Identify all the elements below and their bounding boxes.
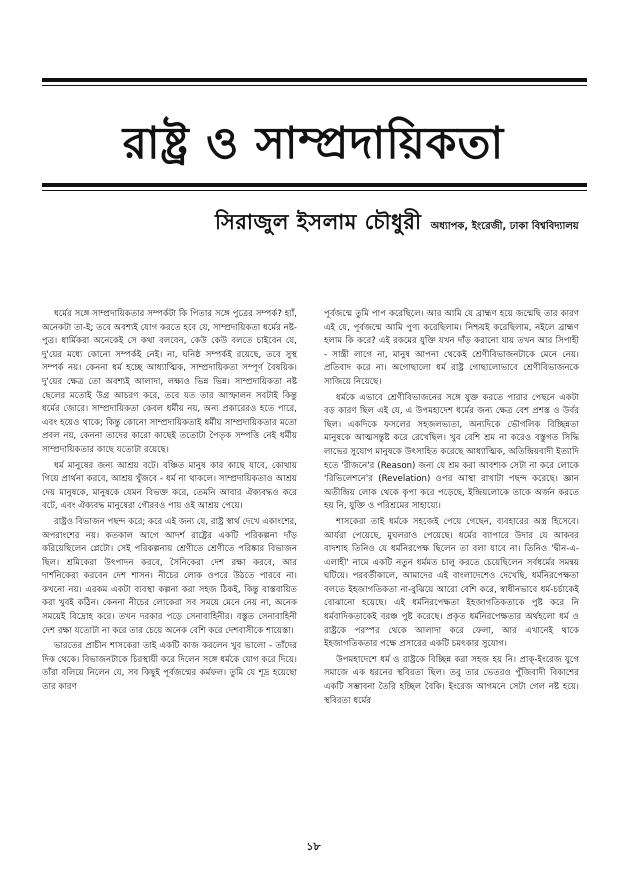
author-name: সিরাজুল ইসলাম চৌধুরী [215,210,422,234]
paragraph: উপমহাদেশে ধর্ম ও রাষ্ট্রকে বিচ্ছিন্ন করা সহজ হয় নি। প্রাক্-ইংরেজ যুগে সমাজে এক ধরনের স্থবিরতা ছিল। তবু তার ভেতরও পুঁজিবাদী বিকাশের একটি সম্ভাবনা তৈরি হচ্ছিল বৈকি। ইংরেজ আগমনে সেটা গেল নষ্ট হয়ে। স্থবিরতা ধর্মের [324,654,579,706]
paragraph: শাসকেরা তাই ধর্মকে সহজেই পেয়ে গেছেন, ব্যবহারের অস্ত্র হিসেবে। আর্যরা পেয়েছে, মুঘলরাও পেয়েছে। ধর্মের ব্যাপারে উদার যে আকবর বাদশাহ তিনিও যে ধর্মনিরপেক্ষ ছিলেন তা বলা যাবে না। তিনিও 'দ্বীন-এ-এলাহী' নামে একটি নতুন ধর্মমত চালু করতে চেয়েছিলেন সর্বধর্মের সমন্বয় ঘটিয়ে। পরবর্তীকালে, আমাদের এই বাংলাদেশেও দেখেছি, ধর্মনিরপেক্ষতা বলতে ইহজাগতিকতা না-বুঝিয়ে আরো বেশি করে, স্বাধীনভাবে ধর্ম-চর্চাকেই বোঝানো হয়েছে। এই ধর্মনিরপেক্ষতা ইহজাগতিকতাকে পুষ্ট করে নি ধর্মবাদিকতাকেই বরঞ্চ পুষ্ট করেছে। প্রকৃত ধর্মনিরপেক্ষতার অর্থহলো ধর্ম ও রাষ্ট্রকে পরস্পর থেকে আলাদা করে ফেলা, আর এখানেই থাকে ইহজাগতিকতার পক্ষে প্রসারের একটি চমৎকার সুযোগ। [324,516,579,650]
article-title: রাষ্ট্র ও সাম্প্রদায়িকতা [122,118,505,169]
top-rule-thick [42,78,587,82]
top-rule-thin [42,85,587,86]
paragraph: পূর্বজন্মে তুমি পাপ করেছিলে। আর আমি যে ব্রাহ্মণ হয়ে জন্মেছি তার কারণ এই যে, পূর্বজন্মে আমি পুণ্য করেছিলাম। নিশ্চয়ই করেছিলাম, নইলে ব্রাহ্মণ হলাম কি করে? এই রকমের যুক্তি যখন দাঁড় করানো যায় তখন আর সিপাহী - সান্ত্রী লাগে না, মানুষ আপনা থেকেই শ্রেণীবিভাজনটাকে মেনে নেয়। প্রতিবাদ করে না। অগোছালো ধর্ম রাষ্ট্র গোছালোভাবে শ্রেণীবিভাজনকে সাজিয়ে নিয়েছে। [324,309,579,387]
right-column [324,308,579,813]
left-column [42,308,297,813]
paragraph: ধর্মের সঙ্গে সাম্প্রদায়িকতার সম্পর্কটা কি পিতার সঙ্গে পুত্রের সম্পর্ক? হ্যাঁ, অনেকটা তা-ই; তবে অবশ্যই যোগ করতে হবে যে, সাম্প্রদায়িকতা ধর্মের নষ্ট-পুত্র। ধার্মিকরা অনেকেই সে কথা বলবেন, কেউ কেউ বলতে চাইবেন যে, দু'য়ের মধ্যে কোনো সম্পর্কই নেই। না, ঘনিষ্ঠ সম্পর্কই রয়েছে, তবে সুস্থ সম্পর্ক নয়। কেননা ধর্ম হচ্ছে আধ্যাত্মিক, সাম্প্রদায়িকতা সম্পূর্ণ বৈষয়িক। দু'য়ের ক্ষেত্র তো অবশ্যই আলাদা, লক্ষ্যও ভিন্ন ভিন্ন। সাম্প্রদায়িকতা নষ্ট ছেলের মতোই উগ্র আচরণ করে, তবে যত তার আস্ফালন সবটাই কিন্তু ধর্মের জোরে। সাম্প্রদায়িকতা কেবল ধর্মীয় নয়, অন্য প্রকারেরও হতে পারে, এবং হয়েও থাকে; কিন্তু কোনো সাম্প্রদায়িকতাই ধর্মীয় সাম্প্রদায়িকতার মতো প্রবল নয়, কেননা তাদের কারো কাছেই ততোটা পৈতৃক সম্পত্তি নেই ধর্মীয় সাম্প্রদায়িকতার কাছে যতোটা রয়েছে। [42,309,297,455]
byline [215,206,615,241]
paragraph: ভারতের প্রাচীন শাসকেরা তাই একটি কাজ করলেন খুব ভালো - তাঁদের দিক থেকে। বিভাজনটাকে চিরস্থায়ী করে দিলেন সঙ্গে ধর্মকে যোগ করে দিয়ে। তাঁরা বলিয়ে নিলেন যে, সব কিছুই পূর্বজন্মের কর্মফল। তুমি যে শূদ্র হয়েছো তার কারণ [42,641,297,693]
mid-rule-thin [42,190,587,191]
paragraph: ধর্মকে এভাবে শ্রেণীবিভাজনের সঙ্গে যুক্ত করতে পারার পেছনে একটা বড় কারণ ছিল এই যে, এ উপমহাদেশ ধর্মের জন্য ক্ষেত্র বেশ প্রশস্ত ও উর্বর ছিল। একদিকে ফসলের সহজলভ্যতা, অন্যদিকে ভৌগলিক বিচ্ছিন্নতা মানুষকে আত্মসন্তুষ্ট করে রেখেছিল। খুব বেশি শ্রম না করেও বস্তুগত সিদ্ধি লাভের সুযোগ মানুষকে উৎসাহিত করেছে আধ্যাত্মিক, অতিন্দ্রিয়বাদী ইত্যাদি হতে 'রীজনে'র (Reason) জন্য যে শ্রম করা আবশ্যক সেটা না করে লোকে 'রিভিলেশনে'র (Revelation) ওপর আস্থা রাখাটা পছন্দ করেছে। জ্ঞান অতীন্দ্রিয় লোক থেকে কৃপা করে পড়েছে, ইন্দ্রিয়লোকে তাকে অর্জন করতে হয় নি, যুক্তি ও পরিশ্রমের সাহায্যে। [324,392,579,512]
mid-rule-thick [42,183,587,187]
page-number: ১৮ [306,840,321,853]
author-affiliation: অধ্যাপক, ইংরেজী, ঢাকা বিশ্ববিদ্যালয় [430,221,579,232]
paragraph: ধর্ম মানুষের জন্য আশ্রয় বটে। বঞ্চিত মানুষ কার কাছে যাবে, কোথায় গিয়ে প্রার্থনা করবে, আশ্রয় খুঁজবে - ধর্ম না থাকলে। সাম্প্রদায়িকতাও আশ্রয় দেয় মানুষকে, মানুষকে যেমন বিভক্ত করে, তেমনি আবার ঐক্যবদ্ধও করে বটে, এবং ঐক্যবদ্ধ মানুষেরা গৌরবও পায় ওই আশ্রয় পেয়ে। [42,460,297,512]
paragraph: রাষ্ট্রও বিভাজন পছন্দ করে; করে এই জন্য যে, রাষ্ট্র স্বার্থ দেখে একাংশের, অপরাংশের নয়। কতকাল আগে আদর্শ রাষ্ট্রের একটি পরিকল্পনা দাঁড় করিয়েছিলেন প্লেটো। সেই পরিকল্পনায় শ্রেণীতে শ্রেণীতে পরিষ্কার বিভাজন ছিল। শ্রমিকেরা উৎপাদন করবে, সৈনিকেরা দেশ রক্ষা করবে, আর দার্শনিকেরা করবেন দেশ শাসন। নীচের লোক ওপরে উঠতে পারবে না। কখনো নয়। এরকম একটা ব্যবস্থা কল্পনা করা সহজ ঠিকই, কিন্তু বাস্তবায়িত করা খুবই কঠিন। কেননা নীচের লোকেরা সব সময়ে মেনে নেয় না, অনেক সময়েই বিদ্রোহ করে। তখন দরকার পড়ে সেনাবাহিনীর। বস্তুত সেনাবাহিনী দেশ রক্ষা যতোটা না করে তার চেয়ে অনেক বেশি করে দেশবাসীকে শায়েস্তা। [42,516,297,636]
